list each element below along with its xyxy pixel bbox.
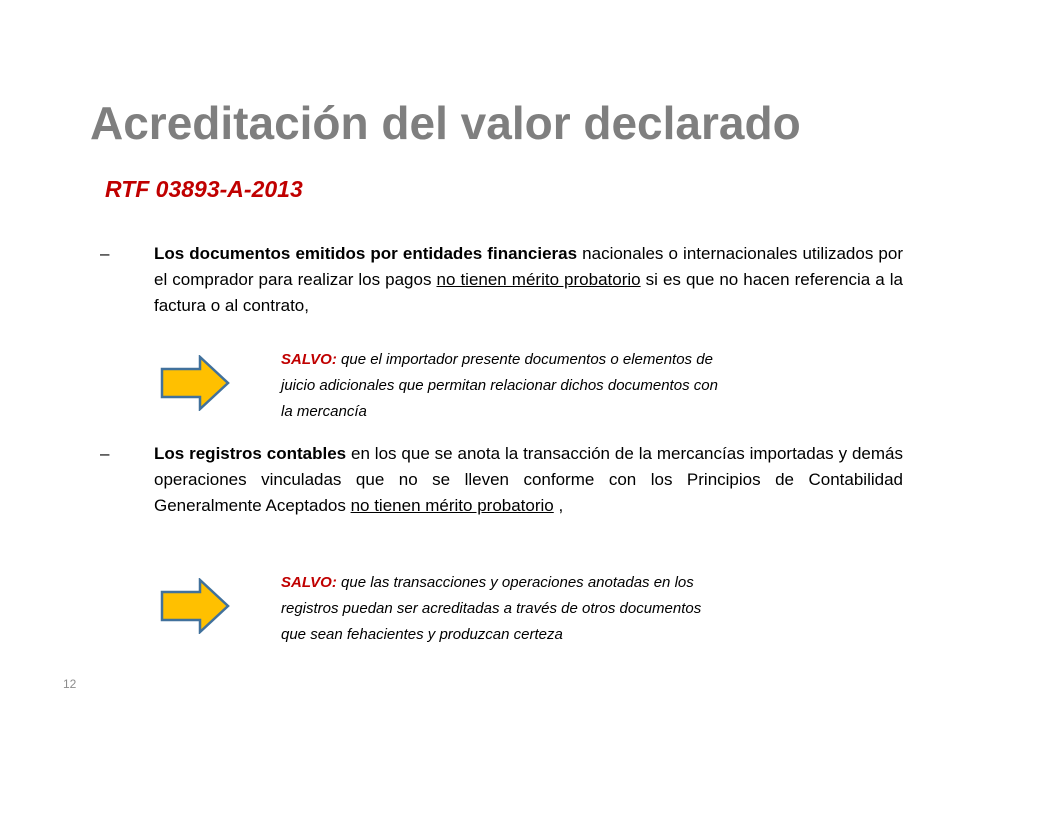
resolution-reference: RTF 03893-A-2013 — [105, 176, 303, 202]
note-line-3: que sean fehacientes y produzcan certeza — [281, 626, 563, 643]
bullet-tail: si es que no hacen referencia a la factura o al contrato, — [154, 270, 903, 315]
page-number: 12 — [63, 677, 77, 691]
bullet-dash: – — [100, 444, 110, 463]
bullet-bold-lead: Los registros contables — [154, 444, 347, 463]
note-line-2: juicio adicionales que permitan relacionar dichos documentos con — [281, 377, 718, 394]
right-arrow-icon — [160, 355, 230, 411]
bullet-tail: , — [553, 496, 564, 515]
right-arrow-icon — [160, 578, 230, 634]
bullet-text — [154, 241, 903, 319]
bullet-dash: – — [100, 244, 110, 263]
note-line — [281, 570, 881, 596]
bullet-bold-lead: Los documentos emitidos por entidades financieras — [154, 244, 578, 263]
bullet-body: nacionales o internacionales utilizados por el comprador para realizar los pagos — [154, 244, 903, 289]
bullet-text — [154, 441, 903, 519]
slide-title: Acreditación del valor declarado — [90, 97, 801, 149]
note-line-2: registros puedan ser acreditadas a través de otros documentos — [281, 600, 702, 617]
bullet-underlined-phrase: no tienen mérito probatorio — [436, 270, 641, 289]
note-line-1: que el importador presente documentos o elementos de — [336, 351, 713, 368]
note-keyword: SALVO: — [281, 574, 337, 591]
exception-note — [281, 347, 881, 425]
note-line — [281, 347, 881, 373]
exception-note — [281, 570, 881, 648]
note-line-3: la mercancía — [281, 403, 367, 420]
note-keyword: SALVO: — [281, 351, 337, 368]
note-line-1: que las transacciones y operaciones anotadas en los — [336, 574, 694, 591]
bullet-body: en los que se anota la transacción de la mercancías importadas y demás operaciones vinculadas que no se lleven conforme con los Principios de Contabilidad Generalmente Aceptados — [154, 444, 903, 515]
bullet-underlined-phrase: no tienen mérito probatorio — [350, 496, 554, 515]
